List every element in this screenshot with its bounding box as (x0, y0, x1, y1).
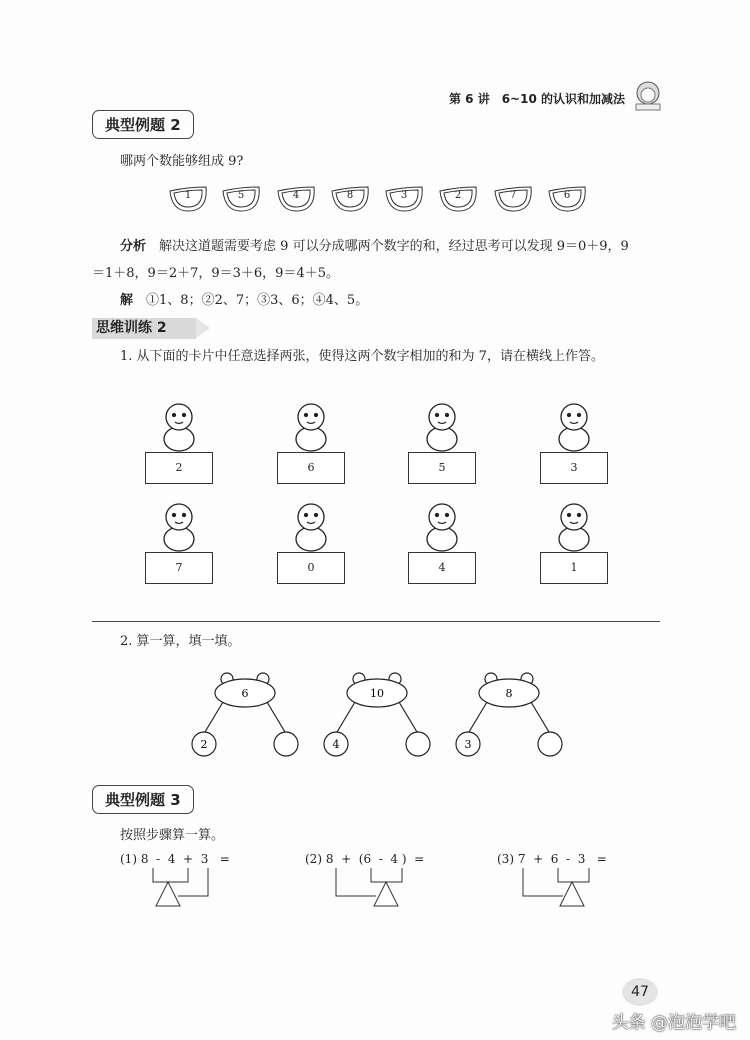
expression-1: (1) 8 - 4 + 3 = (120, 852, 230, 866)
expression-2: (2) 8 + (6 - 4 ) = (305, 852, 425, 866)
solution-text: ①1、8；②2、7；③3、6；④4、5。 (146, 293, 369, 308)
training2-banner: 思维训练 2 (92, 318, 196, 339)
example2-label: 典型例题 2 (92, 110, 194, 139)
melon-card (384, 185, 424, 211)
melon-card (168, 185, 208, 211)
example2-question: 哪两个数能够组成 9? (120, 154, 244, 169)
number-bond (317, 668, 437, 760)
melon-card (276, 185, 316, 211)
melon-number: 8 (346, 190, 354, 201)
sheep-icon (418, 397, 466, 457)
number-card[interactable]: 0 (277, 552, 345, 584)
melon-number: 3 (400, 190, 408, 201)
tiger-icon (155, 397, 203, 457)
watermark: 头条 @泡泡学吧 (611, 1013, 736, 1033)
training-q2: 2. 算一算，填一填。 (120, 634, 241, 649)
analysis-label: 分析 (120, 239, 147, 254)
melon-number: 6 (563, 190, 571, 201)
melon-number: 2 (454, 190, 462, 201)
melon-number: 1 (184, 190, 192, 201)
melon-number: 7 (509, 190, 517, 201)
expression-3: (3) 7 + 6 - 3 = (497, 852, 607, 866)
solution-label: 解 (120, 293, 134, 308)
mouse-icon (550, 397, 598, 457)
analysis-text: 解决这道题需要考虑 9 可以分成哪两个数字的和，经过思考可以发现 9＝0＋9，9 (159, 239, 629, 254)
melon-card (330, 185, 370, 211)
melon-card (221, 185, 261, 211)
number-card[interactable]: 1 (540, 552, 608, 584)
number-card[interactable]: 5 (408, 452, 476, 484)
training-q1: 1. 从下面的卡片中任意选择两张，使得这两个数字相加的和为 7，请在横线上作答。 (120, 349, 604, 364)
answer-line[interactable] (92, 621, 660, 622)
bond-top: 8 (505, 687, 513, 700)
example3-label: 典型例题 3 (92, 785, 194, 814)
analysis-text-cont: ＝1＋8，9＝2＋7，9＝3＋6，9＝4＋5。 (92, 266, 339, 281)
step-diagrams (0, 860, 750, 910)
bear-icon (155, 497, 203, 557)
number-card[interactable]: 2 (145, 452, 213, 484)
number-card[interactable]: 4 (408, 552, 476, 584)
bond-top: 6 (241, 687, 249, 700)
number-card[interactable]: 6 (277, 452, 345, 484)
chapter-header: 第 6 讲 6~10 的认识和加减法 (449, 92, 625, 106)
page-number: 47 (622, 978, 658, 1006)
bond-top: 10 (370, 687, 384, 700)
giraffe-icon (287, 397, 335, 457)
bond-left: 3 (464, 738, 472, 751)
bond-left: 2 (200, 738, 208, 751)
girl-mascot-icon (628, 78, 668, 112)
number-bond (185, 668, 305, 760)
melon-card (547, 185, 587, 211)
number-bond (449, 668, 569, 760)
bond-left: 4 (332, 738, 340, 751)
number-card[interactable]: 7 (145, 552, 213, 584)
elephant-icon (550, 497, 598, 557)
lion-icon (418, 497, 466, 557)
melon-number: 4 (292, 190, 300, 201)
example3-question: 按照步骤算一算。 (120, 828, 225, 843)
melon-card (493, 185, 533, 211)
number-card[interactable]: 3 (540, 452, 608, 484)
melon-number: 5 (237, 190, 245, 201)
bee-icon (287, 497, 335, 557)
melon-card (438, 185, 478, 211)
